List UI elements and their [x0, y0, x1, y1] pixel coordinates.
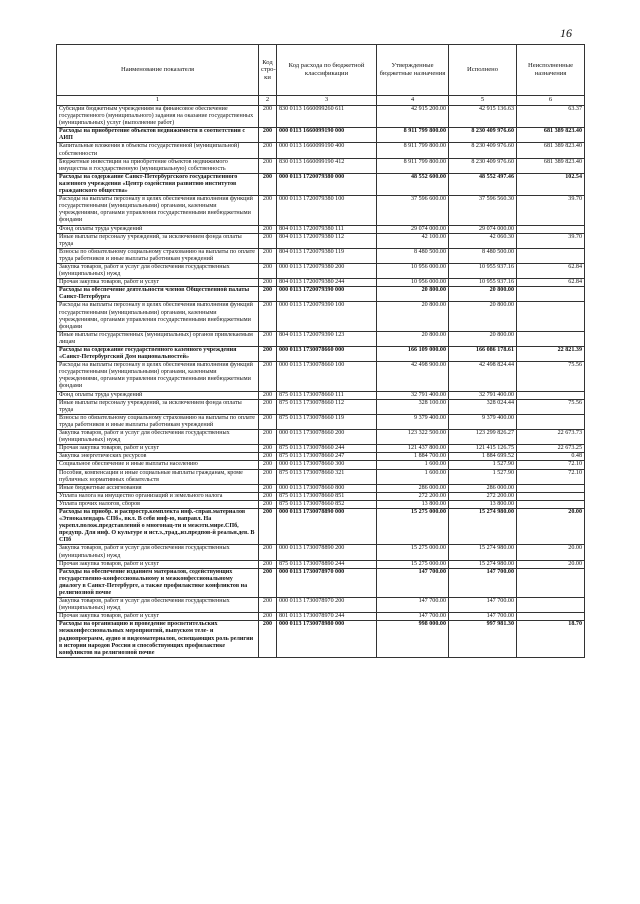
row-unexecuted-cell: 39.70 — [517, 233, 585, 248]
row-executed-cell: 147 700.00 — [449, 568, 517, 597]
row-approved-cell: 998 000.00 — [377, 621, 449, 657]
row-executed-cell: 15 274 980.00 — [449, 545, 517, 560]
row-unexecuted-cell: 22 673.73 — [517, 430, 585, 445]
header-budget-code: Код расхода по бюджетной классификации — [277, 45, 377, 96]
table-row — [57, 469, 585, 484]
row-unexecuted-cell — [517, 287, 585, 302]
column-number: 3 — [277, 96, 377, 106]
table-row — [57, 279, 585, 287]
row-line-cell: 200 — [259, 484, 277, 492]
row-approved-cell: 1 600.00 — [377, 461, 449, 469]
row-name-cell: Иные выплаты государственных (муниципальных) органов привлекаемым лицам — [57, 331, 259, 346]
row-approved-cell: 20 800.00 — [377, 331, 449, 346]
row-name-cell: Расходы на содержание государственного казенного учреждения «Санкт-Петербургский Дом национальностей» — [57, 347, 259, 362]
row-approved-cell: 272 200.00 — [377, 492, 449, 500]
row-unexecuted-cell: 72.10 — [517, 461, 585, 469]
table-row — [57, 621, 585, 657]
row-name-cell: Закупка энергетических ресурсов — [57, 453, 259, 461]
row-code-cell: 875 0113 1730078660 321 — [277, 469, 377, 484]
row-line-cell: 200 — [259, 362, 277, 391]
row-line-cell: 200 — [259, 331, 277, 346]
row-code-cell: 804 0113 1720079390 123 — [277, 331, 377, 346]
row-executed-cell: 13 800.00 — [449, 500, 517, 508]
row-unexecuted-cell — [517, 414, 585, 429]
row-line-cell: 200 — [259, 196, 277, 225]
table-body — [57, 106, 585, 658]
row-unexecuted-cell: 681 389 823.40 — [517, 158, 585, 173]
row-line-cell: 200 — [259, 158, 277, 173]
table-row — [57, 430, 585, 445]
row-name-cell: Прочая закупка товаров, работ и услуг — [57, 279, 259, 287]
row-name-cell: Расходы на выплаты персоналу в целях обеспечения выполнения функций государственными (муниципальными) органами, казенными учреждениями, органами управления государственными внебюджетными фондами — [57, 362, 259, 391]
row-approved-cell: 42 915 200.00 — [377, 106, 449, 128]
table-row — [57, 545, 585, 560]
row-unexecuted-cell: 20.00 — [517, 545, 585, 560]
row-code-cell: 000 0113 1730078890 000 — [277, 508, 377, 544]
row-unexecuted-cell — [517, 568, 585, 597]
row-code-cell: 875 0113 1730078660 244 — [277, 445, 377, 453]
row-unexecuted-cell: 20.00 — [517, 560, 585, 568]
row-unexecuted-cell — [517, 500, 585, 508]
row-approved-cell: 8 911 799 800.00 — [377, 128, 449, 143]
row-code-cell: 875 0113 1730078660 111 — [277, 391, 377, 399]
row-code-cell: 875 0113 1730078660 852 — [277, 500, 377, 508]
row-executed-cell: 42 915 136.63 — [449, 106, 517, 128]
row-name-cell: Уплата прочих налогов, сборов — [57, 500, 259, 508]
header-line-code: Код стро-ки — [259, 45, 277, 96]
row-unexecuted-cell — [517, 331, 585, 346]
row-name-cell: Капитальные вложения в объекты государственной (муниципальной) собственности — [57, 143, 259, 158]
row-name-cell: Субсидии бюджетным учреждениям на финансовое обеспечение государственного (муниципального) задания на оказание государственных (муниципальных) услуг (выполнение работ) — [57, 106, 259, 128]
column-number: 4 — [377, 96, 449, 106]
table-row — [57, 484, 585, 492]
row-code-cell: 804 0113 1720079380 112 — [277, 233, 377, 248]
row-code-cell: 000 0113 1730078970 200 — [277, 598, 377, 613]
row-code-cell: 875 0113 1730078660 247 — [277, 453, 377, 461]
table-row — [57, 508, 585, 544]
table-row — [57, 414, 585, 429]
row-unexecuted-cell — [517, 248, 585, 263]
row-line-cell: 200 — [259, 233, 277, 248]
row-line-cell: 200 — [259, 302, 277, 331]
table-row — [57, 500, 585, 508]
row-name-cell: Пособия, компенсации и иные социальные выплаты гражданам, кроме публичных нормативных обязательств — [57, 469, 259, 484]
table-row — [57, 248, 585, 263]
table-row — [57, 362, 585, 391]
table-row — [57, 106, 585, 128]
row-line-cell: 200 — [259, 347, 277, 362]
row-unexecuted-cell: 62.84 — [517, 263, 585, 278]
row-approved-cell: 147 700.00 — [377, 598, 449, 613]
row-executed-cell: 8 230 409 976.60 — [449, 128, 517, 143]
row-code-cell: 000 0113 1660099190 400 — [277, 143, 377, 158]
row-name-cell: Уплата налога на имущество организаций и земельного налога — [57, 492, 259, 500]
row-approved-cell: 32 791 400.00 — [377, 391, 449, 399]
row-name-cell: Расходы на приобретение объектов недвижимости в соответствии с АИП — [57, 128, 259, 143]
row-code-cell: 000 0113 1720079390 100 — [277, 302, 377, 331]
column-number: 5 — [449, 96, 517, 106]
row-executed-cell: 272 200.00 — [449, 492, 517, 500]
row-executed-cell: 20 800.00 — [449, 302, 517, 331]
row-executed-cell: 121 415 126.75 — [449, 445, 517, 453]
table-row — [57, 347, 585, 362]
row-approved-cell: 15 275 000.00 — [377, 508, 449, 544]
row-line-cell: 200 — [259, 492, 277, 500]
row-name-cell: Фонд оплаты труда учреждений — [57, 225, 259, 233]
column-number-row — [57, 96, 585, 106]
row-executed-cell: 10 955 937.16 — [449, 263, 517, 278]
table-row — [57, 492, 585, 500]
table-row — [57, 391, 585, 399]
row-executed-cell: 8 480 500.00 — [449, 248, 517, 263]
row-code-cell: 000 0113 1730078660 200 — [277, 430, 377, 445]
row-approved-cell: 328 100.00 — [377, 399, 449, 414]
row-line-cell: 200 — [259, 391, 277, 399]
row-name-cell: Закупка товаров, работ и услуг для обеспечения государственных (муниципальных) нужд — [57, 598, 259, 613]
row-line-cell: 200 — [259, 445, 277, 453]
row-approved-cell: 29 074 000.00 — [377, 225, 449, 233]
row-line-cell: 200 — [259, 128, 277, 143]
table-row — [57, 173, 585, 195]
row-executed-cell: 48 552 497.46 — [449, 173, 517, 195]
row-code-cell: 000 0113 1720079380 200 — [277, 263, 377, 278]
table-row — [57, 225, 585, 233]
row-name-cell: Закупка товаров, работ и услуг для обеспечения государственных (муниципальных) нужд — [57, 545, 259, 560]
row-unexecuted-cell — [517, 613, 585, 621]
row-code-cell: 000 0113 1730078660 000 — [277, 347, 377, 362]
row-executed-cell: 8 230 409 976.60 — [449, 143, 517, 158]
row-code-cell: 000 0113 1730078970 000 — [277, 568, 377, 597]
row-name-cell: Расходы на содержание Санкт-Петербургского государственного казенного учреждения «Центр содействия развитию институтов гражданского общества» — [57, 173, 259, 195]
table-row — [57, 158, 585, 173]
page-number: 16 — [560, 26, 572, 40]
row-unexecuted-cell: 75.56 — [517, 362, 585, 391]
row-line-cell: 200 — [259, 545, 277, 560]
row-unexecuted-cell: 681 389 823.40 — [517, 128, 585, 143]
row-unexecuted-cell: 75.56 — [517, 399, 585, 414]
row-approved-cell: 8 911 799 800.00 — [377, 158, 449, 173]
row-code-cell: 000 0113 1730078890 200 — [277, 545, 377, 560]
row-unexecuted-cell — [517, 484, 585, 492]
row-executed-cell: 123 299 826.27 — [449, 430, 517, 445]
row-code-cell: 801 0113 1730078970 244 — [277, 613, 377, 621]
row-unexecuted-cell: 62.84 — [517, 279, 585, 287]
row-line-cell: 200 — [259, 430, 277, 445]
row-name-cell: Прочая закупка товаров, работ и услуг — [57, 560, 259, 568]
row-line-cell: 200 — [259, 598, 277, 613]
row-code-cell: 875 0113 1730078660 119 — [277, 414, 377, 429]
row-code-cell: 000 0113 1730078980 000 — [277, 621, 377, 657]
row-approved-cell: 8 911 799 800.00 — [377, 143, 449, 158]
row-unexecuted-cell: 39.70 — [517, 196, 585, 225]
row-line-cell: 200 — [259, 453, 277, 461]
row-line-cell: 200 — [259, 225, 277, 233]
row-approved-cell: 42 100.00 — [377, 233, 449, 248]
row-line-cell: 200 — [259, 173, 277, 195]
row-code-cell: 804 0113 1720079380 119 — [277, 248, 377, 263]
row-approved-cell: 37 596 600.00 — [377, 196, 449, 225]
row-approved-cell: 8 480 500.00 — [377, 248, 449, 263]
row-line-cell: 200 — [259, 560, 277, 568]
row-executed-cell: 1 527.90 — [449, 461, 517, 469]
row-executed-cell: 997 981.30 — [449, 621, 517, 657]
column-number: 1 — [57, 96, 259, 106]
row-executed-cell: 9 379 400.00 — [449, 414, 517, 429]
row-name-cell: Расходы на приобр. и распростр.комплекта инф.-справ.материалов «Этнокалендарь СПб», вкл. В себя инф-ю, направл. На укрепл.полож.представлений о многонац-ти и межэтн.мире.СПб, предупр. Для инф. О культуре и ист.э.,трад.,из.предпов-й реальн.дев. В СПб — [57, 508, 259, 544]
row-name-cell: Фонд оплаты труда учреждений — [57, 391, 259, 399]
row-unexecuted-cell: 20.00 — [517, 508, 585, 544]
row-line-cell: 200 — [259, 263, 277, 278]
row-approved-cell: 13 800.00 — [377, 500, 449, 508]
row-approved-cell: 123 322 500.00 — [377, 430, 449, 445]
row-unexecuted-cell: 681 389 823.40 — [517, 143, 585, 158]
row-code-cell: 000 0113 1720079380 000 — [277, 173, 377, 195]
row-unexecuted-cell — [517, 225, 585, 233]
row-line-cell: 200 — [259, 414, 277, 429]
row-name-cell: Расходы на выплаты персоналу в целях обеспечения выполнения функций государственными (муниципальными) органами, казенными учреждениями, органами управления государственными внебюджетными фондами — [57, 196, 259, 225]
row-approved-cell: 42 498 900.00 — [377, 362, 449, 391]
row-unexecuted-cell — [517, 391, 585, 399]
header-unexecuted: Неисполненные назначения — [517, 45, 585, 96]
row-executed-cell: 328 024.44 — [449, 399, 517, 414]
row-unexecuted-cell — [517, 598, 585, 613]
row-executed-cell: 10 955 937.16 — [449, 279, 517, 287]
column-number: 6 — [517, 96, 585, 106]
row-name-cell: Иные выплаты персоналу учреждений, за исключением фонда оплаты труда — [57, 233, 259, 248]
row-code-cell: 000 0113 1730078660 100 — [277, 362, 377, 391]
row-executed-cell: 166 086 178.61 — [449, 347, 517, 362]
table-row — [57, 453, 585, 461]
row-line-cell: 200 — [259, 279, 277, 287]
row-line-cell: 200 — [259, 287, 277, 302]
row-name-cell: Взносы по обязательному социальному страхованию на выплаты по оплате труда работников и иные выплаты работникам учреждений — [57, 248, 259, 263]
row-name-cell: Расходы на организацию и проведение просветительских межконфессиональных мероприятий, выпуском теле- и радиопрограмм, аудио и видеоматериалов, освещающих роль религии в истории народов России и способствующих профилактике конфликтов на религиозной почве — [57, 621, 259, 657]
row-name-cell: Иные выплаты персоналу учреждений, за исключением фонда оплаты труда — [57, 399, 259, 414]
row-approved-cell: 286 000.00 — [377, 484, 449, 492]
row-code-cell: 000 0113 1730078660 300 — [277, 461, 377, 469]
row-name-cell: Расходы на обеспечение изданием материалов, содействующих государственно-конфессиональному и межконфессиональному диалогу в Санкт-Петербурге, а также профилактике конфликтов на религиозной почве — [57, 568, 259, 597]
row-executed-cell: 147 700.00 — [449, 598, 517, 613]
row-name-cell: Иные бюджетные ассигнования — [57, 484, 259, 492]
row-approved-cell: 15 275 000.00 — [377, 545, 449, 560]
row-line-cell: 200 — [259, 106, 277, 128]
row-name-cell: Взносы по обязательному социальному страхованию на выплаты по оплате труда работников и иные выплаты работникам учреждений — [57, 414, 259, 429]
table-row — [57, 445, 585, 453]
row-approved-cell: 20 800.00 — [377, 302, 449, 331]
row-line-cell: 200 — [259, 500, 277, 508]
row-name-cell: Расходы на выплаты персоналу в целях обеспечения выполнения функций государственными (муниципальными) органами, казенными учреждениями, органами управления государственными внебюджетными фондами — [57, 302, 259, 331]
row-approved-cell: 9 379 400.00 — [377, 414, 449, 429]
row-executed-cell: 147 700.00 — [449, 613, 517, 621]
row-code-cell: 875 0113 1730078660 112 — [277, 399, 377, 414]
row-executed-cell: 20 800.00 — [449, 331, 517, 346]
row-executed-cell: 15 274 980.00 — [449, 508, 517, 544]
row-executed-cell: 286 000.00 — [449, 484, 517, 492]
row-unexecuted-cell: 18.70 — [517, 621, 585, 657]
header-executed: Исполнено — [449, 45, 517, 96]
row-line-cell: 200 — [259, 461, 277, 469]
row-executed-cell: 15 274 980.00 — [449, 560, 517, 568]
row-approved-cell: 147 700.00 — [377, 613, 449, 621]
header-name: Наименование показателя — [57, 45, 259, 96]
row-code-cell: 875 0113 1730078890 244 — [277, 560, 377, 568]
row-approved-cell: 15 275 000.00 — [377, 560, 449, 568]
row-executed-cell: 8 230 409 976.60 — [449, 158, 517, 173]
row-name-cell: Закупка товаров, работ и услуг для обеспечения государственных (муниципальных) нужд — [57, 263, 259, 278]
row-approved-cell: 1 884 700.00 — [377, 453, 449, 461]
row-approved-cell: 10 956 000.00 — [377, 279, 449, 287]
row-unexecuted-cell: 72.10 — [517, 469, 585, 484]
row-name-cell: Закупка товаров, работ и услуг для обеспечения государственных (муниципальных) нужд — [57, 430, 259, 445]
row-line-cell: 200 — [259, 248, 277, 263]
table-row — [57, 331, 585, 346]
row-executed-cell: 1 527.90 — [449, 469, 517, 484]
table-row — [57, 598, 585, 613]
row-unexecuted-cell: 22 821.39 — [517, 347, 585, 362]
row-line-cell: 200 — [259, 469, 277, 484]
table-row — [57, 461, 585, 469]
row-name-cell: Прочая закупка товаров, работ и услуг — [57, 613, 259, 621]
row-line-cell: 200 — [259, 143, 277, 158]
row-code-cell: 804 0113 1720079380 111 — [277, 225, 377, 233]
table-header-row — [57, 45, 585, 96]
table-row — [57, 287, 585, 302]
table-row — [57, 613, 585, 621]
row-code-cell: 000 0113 1660099190 000 — [277, 128, 377, 143]
row-line-cell: 200 — [259, 613, 277, 621]
row-name-cell: Расходы на обеспечение деятельности членов Общественной палаты Санкт-Петербурга — [57, 287, 259, 302]
row-executed-cell: 29 074 000.00 — [449, 225, 517, 233]
header-approved: Утвержденные бюджетные назначения — [377, 45, 449, 96]
row-unexecuted-cell: 22 673.25 — [517, 445, 585, 453]
row-line-cell: 200 — [259, 508, 277, 544]
row-code-cell: 804 0113 1720079380 244 — [277, 279, 377, 287]
row-unexecuted-cell — [517, 492, 585, 500]
row-line-cell: 200 — [259, 621, 277, 657]
row-unexecuted-cell: 102.54 — [517, 173, 585, 195]
row-code-cell: 000 0113 1730078660 800 — [277, 484, 377, 492]
row-code-cell: 000 0113 1720079380 100 — [277, 196, 377, 225]
row-code-cell: 830 0113 1660099190 412 — [277, 158, 377, 173]
row-name-cell: Бюджетные инвестиции на приобретение объектов недвижимого имущества в государственную (муниципальную) собственность — [57, 158, 259, 173]
row-executed-cell: 42 060.30 — [449, 233, 517, 248]
row-executed-cell: 42 498 824.44 — [449, 362, 517, 391]
budget-execution-table — [56, 44, 585, 658]
row-code-cell: 000 0113 1720079390 000 — [277, 287, 377, 302]
row-approved-cell: 147 700.00 — [377, 568, 449, 597]
row-unexecuted-cell: 0.48 — [517, 453, 585, 461]
table-row — [57, 233, 585, 248]
row-unexecuted-cell — [517, 302, 585, 331]
row-code-cell: 830 0113 1660099260 611 — [277, 106, 377, 128]
row-approved-cell: 20 800.00 — [377, 287, 449, 302]
table-row — [57, 263, 585, 278]
row-executed-cell: 37 596 560.30 — [449, 196, 517, 225]
table-row — [57, 399, 585, 414]
row-approved-cell: 1 600.00 — [377, 469, 449, 484]
table-row — [57, 568, 585, 597]
row-code-cell: 875 0113 1730078660 851 — [277, 492, 377, 500]
row-approved-cell: 48 552 600.00 — [377, 173, 449, 195]
row-approved-cell: 166 109 000.00 — [377, 347, 449, 362]
row-approved-cell: 121 437 800.00 — [377, 445, 449, 453]
row-line-cell: 200 — [259, 568, 277, 597]
table-row — [57, 560, 585, 568]
row-name-cell: Прочая закупка товаров, работ и услуг — [57, 445, 259, 453]
row-unexecuted-cell: 63.37 — [517, 106, 585, 128]
row-line-cell: 200 — [259, 399, 277, 414]
row-executed-cell: 20 800.00 — [449, 287, 517, 302]
table-row — [57, 128, 585, 143]
row-executed-cell: 1 884 699.52 — [449, 453, 517, 461]
row-executed-cell: 32 791 400.00 — [449, 391, 517, 399]
row-name-cell: Социальное обеспечение и иные выплаты населению — [57, 461, 259, 469]
row-approved-cell: 10 956 000.00 — [377, 263, 449, 278]
table-row — [57, 196, 585, 225]
table-row — [57, 302, 585, 331]
column-number: 2 — [259, 96, 277, 106]
table-row — [57, 143, 585, 158]
